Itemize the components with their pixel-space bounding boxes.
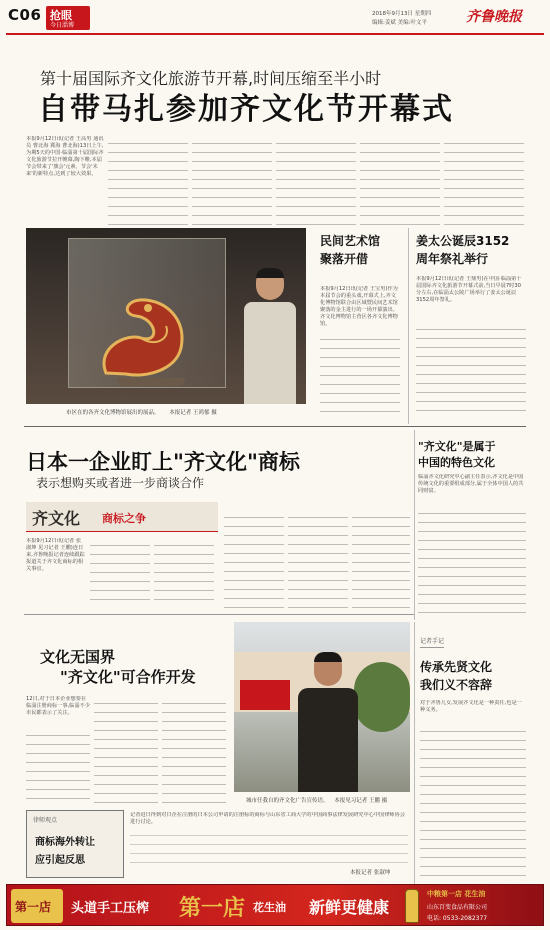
side-note-body-fill [418,506,526,614]
reporter-body-fill [420,724,526,884]
ad-phone: 电话: 0533-2082377 [427,915,488,922]
date-line: 2018年9月13日 星期四 [372,11,432,17]
third-body-col3 [162,696,226,804]
side-note-body: 临淄齐文化研究中心副主任表示,齐文化是中国传统文化的重要组成部分,属于全体中国人的共同财富。 [418,474,524,494]
ad-slogan-1: 头道手工压榨 [71,901,150,916]
second-body-col4 [224,510,284,608]
right-body: 本报9月12日讯(记者 王鼎男)在中国·临淄第十届国际齐文化旅游节开幕式前,当日早晨7时30分左右,在临淄太公陵广场举行了姜太公诞辰3152周年祭礼。 [416,276,522,303]
man-figure [294,652,362,792]
third-body-col2 [94,696,158,804]
lead-headline: 自带马扎参加齐文化节开幕式 [38,92,454,127]
reporter-title-1: 传承先贤文化 [420,660,493,674]
lawyer-title-1: 商标海外转让 [35,837,95,848]
third-photo-caption [246,796,416,804]
museum-title-1: 民间艺术馆 [320,234,381,248]
lead-kicker: 第十届国际齐文化旅游节开幕,时间压缩至半小时 [40,69,382,88]
ad-banner[interactable] [6,884,544,926]
lead-body-col3 [192,136,272,226]
lead-body-col5 [360,136,440,226]
second-headline: 日本一企业盯上"齐文化"商标 [26,450,300,474]
ad-slogan-3: 花生油 [253,901,286,914]
bottom-article-fill [130,828,408,864]
section-subtitle: 今日淄博 [50,22,75,29]
second-body-col3 [154,538,214,608]
ad-company: 山东百变食品有限公司 [427,904,488,911]
ad-bottle [405,889,419,923]
lawyer-title-2: 应引起反思 [35,855,85,866]
museum-body: 本报9月12日讯(记者 王宝男)作为本届节会的重头戏,开幕式上,齐文化博物馆联合由区域暨民间艺术馆聚落的金主进行的一场开幕演出。齐文化博物馆主营区各齐文化博物馆。 [320,286,398,327]
lead-body: 本报9月12日讯(记者 王高男 通讯员 曹北海 冀海 曹北海)13日上午,为期5天的中国·临淄第十届国际齐文化旅游节拉开帷幕,陶下帷,本届节会带来了'旗会'元素、节会'未来'的新特点,达到了较大效果。 [26,136,104,177]
second-body: 本报9月12日讯(记者 张淑坤 见习记者 王鹏)连日来,齐鲁晚报记者连续跟踪报道关于齐文化商标的相关事宜。 [26,538,85,572]
lawyer-box [26,810,124,878]
caption-credit: 本报记者 王鸿郁 摄 [169,410,217,416]
museum-title-2: 聚落开借 [320,252,369,266]
reporter-label: 记者手记 [420,636,444,648]
lead-photo-caption [66,408,306,416]
ad-logo [11,889,63,923]
page-header [0,0,550,36]
lead-body-col6 [444,136,524,226]
reporter-title-2: 我们义不容辞 [420,678,493,692]
third-title-1: 文化无国界 [40,648,116,666]
third-caption-text: 城市任我自的齐文化广告宣传语。 [246,798,329,804]
section-tag [46,6,90,30]
third-photo [234,622,410,792]
second-body-col6 [352,510,410,608]
red-banner [240,680,290,710]
ad-brand: 中粮第一店 花生油 [427,890,486,898]
column-rule [408,228,409,424]
lead-body-col2 [108,136,188,226]
lawyer-label: 律师观点 [33,817,58,824]
second-subhead: 表示想购买或者进一步商谈合作 [36,476,205,490]
right-title-1: 姜太公诞辰3152 [416,234,510,248]
visitor-figure [240,268,300,404]
tree-canopy [354,662,410,732]
side-note-rule [414,430,415,620]
qiwenhua-logo [26,502,218,532]
museum-body-fill [320,332,400,418]
third-body: 12日,对于日本企业想要在临淄注册商标一事,临淄不少市民都表示了关注。 [26,696,90,716]
lead-photo [26,228,306,404]
bottom-article-body: 记者进日得到对日企在注册的日本公司申请的注册标的商标与山东省工商大学的中国商事法律发展研究中心中国律师协会进行讨论。 [130,812,405,825]
header-rule [6,33,544,35]
second-body-col5 [288,510,348,608]
logo-text: 齐文化 [32,509,81,528]
third-caption-credit: 本报见习记者 王鹏 摄 [334,798,388,804]
third-body-col1 [26,728,90,804]
bottom-article-credit: 本报记者 张淑坤 [350,870,391,876]
dragon-sculpture-image [86,278,216,388]
third-title-2: "齐文化"可合作开发 [60,668,196,686]
editor-line: 编辑:姜斌 美编:叶文平 [372,20,427,26]
page-code: C06 [8,6,42,24]
ad-slogan-4: 新鲜更健康 [309,898,390,917]
reporter-body: 对于齐鲁儿女,发展齐文化是一种责任,也是一种义务。 [420,700,522,713]
logo-subtext: 商标之争 [102,512,146,525]
section-divider-1 [24,426,526,427]
right-title-2: 周年祭礼举行 [416,252,489,266]
caption-text: 市区在的各齐文化博物馆展出的展品。 [66,410,160,416]
side-note-title-1: "齐文化"是属于 [418,440,496,453]
ad-slogan-2: 第一店 [179,896,246,921]
lead-body-col4 [276,136,356,226]
section-divider-2 [24,614,414,615]
reporter-rule [414,622,415,886]
side-note-title-2: 中国的特色文化 [418,456,495,469]
paper-name: 齐鲁晚报 [466,9,522,25]
section-title: 抢眼 [50,9,72,22]
second-body-col2 [90,538,150,608]
right-body-fill [416,322,526,418]
ad-logo-text: 第一店 [15,900,52,914]
